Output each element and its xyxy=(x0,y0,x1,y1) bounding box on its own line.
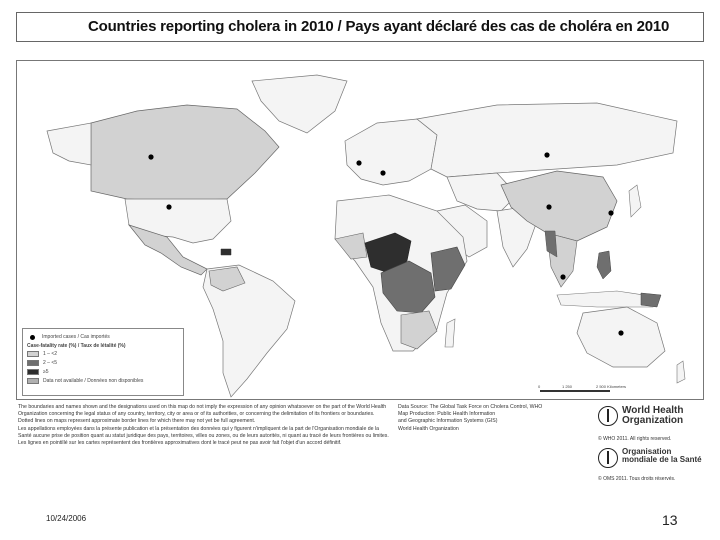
data-source-line: Map Production: Public Health Information xyxy=(398,411,496,418)
legend-class-row xyxy=(27,350,179,358)
country-haiti xyxy=(221,249,231,255)
country-canada xyxy=(91,105,279,201)
legend-class-label: ≥5 xyxy=(43,369,49,375)
legend-imported-row xyxy=(27,333,179,341)
country-philippines xyxy=(597,251,611,279)
imported-marker-korea xyxy=(608,210,613,215)
imported-marker-usa xyxy=(166,204,171,209)
data-source-line: and Geographic Information Systems (GIS) xyxy=(398,418,498,425)
imported-marker-canada xyxy=(148,154,153,159)
who-org-en: World Health Organization xyxy=(622,405,684,426)
scale-bar xyxy=(536,384,626,394)
page-number: 13 xyxy=(662,512,678,528)
who-emblem-icon xyxy=(598,406,618,426)
landmass-europe xyxy=(345,119,437,185)
data-source-line: Data Source: The Global Task Force on Cholera Control, WHO xyxy=(398,404,543,410)
country-australia xyxy=(577,307,665,367)
legend-swatch-3 xyxy=(27,369,39,375)
legend-class-row xyxy=(27,368,179,376)
imported-marker-russia xyxy=(544,152,549,157)
scale-label-1: 1 250 xyxy=(562,384,573,389)
map-title: Countries reporting cholera in 2010 / Pays ayant déclaré des cas de choléra en 2010 xyxy=(88,18,670,35)
data-source-line: World Health Organization xyxy=(398,425,459,432)
legend-class-label: 2 – <5 xyxy=(43,360,58,366)
scale-bar-line xyxy=(540,390,610,392)
landmass-russia xyxy=(417,103,677,177)
region-southern-africa xyxy=(401,311,437,349)
landmass-greenland xyxy=(252,75,347,133)
landmass-alaska xyxy=(47,123,91,165)
legend-class-label: Data not available / Données non disponibles xyxy=(43,378,144,384)
disclaimer xyxy=(18,404,390,484)
country-japan xyxy=(629,185,641,217)
legend-swatch-4 xyxy=(27,378,39,384)
imported-marker-china xyxy=(546,204,551,209)
disclaimer-fr: Les appellations employées dans la présente publication et la présentation des données qui y figurent n'impliquent de la part de l'Organisation mondiale de la Santé aucune prise de position quant au statut juridique des pays, territoires, villes ou zones, ou de leurs autorités, ni quant au tracé de leurs frontières ou limites. Les lignes en pointillé sur les cartes représentent des frontières approximatives dont le tracé peut ne pas avoir fait l'objet d'un accord définitif. xyxy=(18,425,389,447)
legend-swatch-1 xyxy=(27,351,39,357)
disclaimer-en: The boundaries and names shown and the designations used on this map do not imply the expression of any opinion whatsoever on the part of the World Health Organization concerning the legal status of any country, territory, city or area or of its authorities, or concerning the delimitation of its frontiers or boundaries. Dotted lines on maps represent approximate border lines for which there may not yet be full agreement. xyxy=(18,404,387,425)
legend-imported-dot xyxy=(30,335,35,340)
legend-swatch-2 xyxy=(27,360,39,366)
imported-marker-malaysia xyxy=(560,274,565,279)
who-copyright-fr: © OMS 2011. Tous droits réservés. xyxy=(598,476,676,482)
legend-class-row xyxy=(27,359,179,367)
country-png xyxy=(641,293,661,307)
scale-label-2: 2 500 Kilometers xyxy=(596,384,627,389)
legend-cfr-header: Case-fatality rate (%) / Taux de létalité (%) xyxy=(27,343,126,349)
legend-class-label: 1 – <2 xyxy=(43,351,58,357)
oms-emblem-icon xyxy=(598,448,618,468)
who-copyright-en: © WHO 2011. All rights reserved. xyxy=(598,436,672,442)
region-east-africa xyxy=(431,247,465,291)
country-madagascar xyxy=(445,319,455,347)
imported-marker-uk xyxy=(356,160,361,165)
country-myanmar xyxy=(545,231,557,257)
legend-class-row xyxy=(27,377,179,385)
imported-marker-europe xyxy=(380,170,385,175)
country-new-zealand xyxy=(677,361,685,383)
who-branding xyxy=(598,404,708,490)
scale-label-0: 0 xyxy=(538,384,541,389)
who-org-fr: Organisation mondiale de la Santé xyxy=(622,447,702,464)
imported-marker-australia xyxy=(618,330,623,335)
legend-imported-label: Imported cases / Cas importés xyxy=(42,334,110,340)
data-source xyxy=(398,404,588,444)
footer-date: 10/24/2006 xyxy=(46,514,87,523)
map-legend xyxy=(22,328,184,396)
